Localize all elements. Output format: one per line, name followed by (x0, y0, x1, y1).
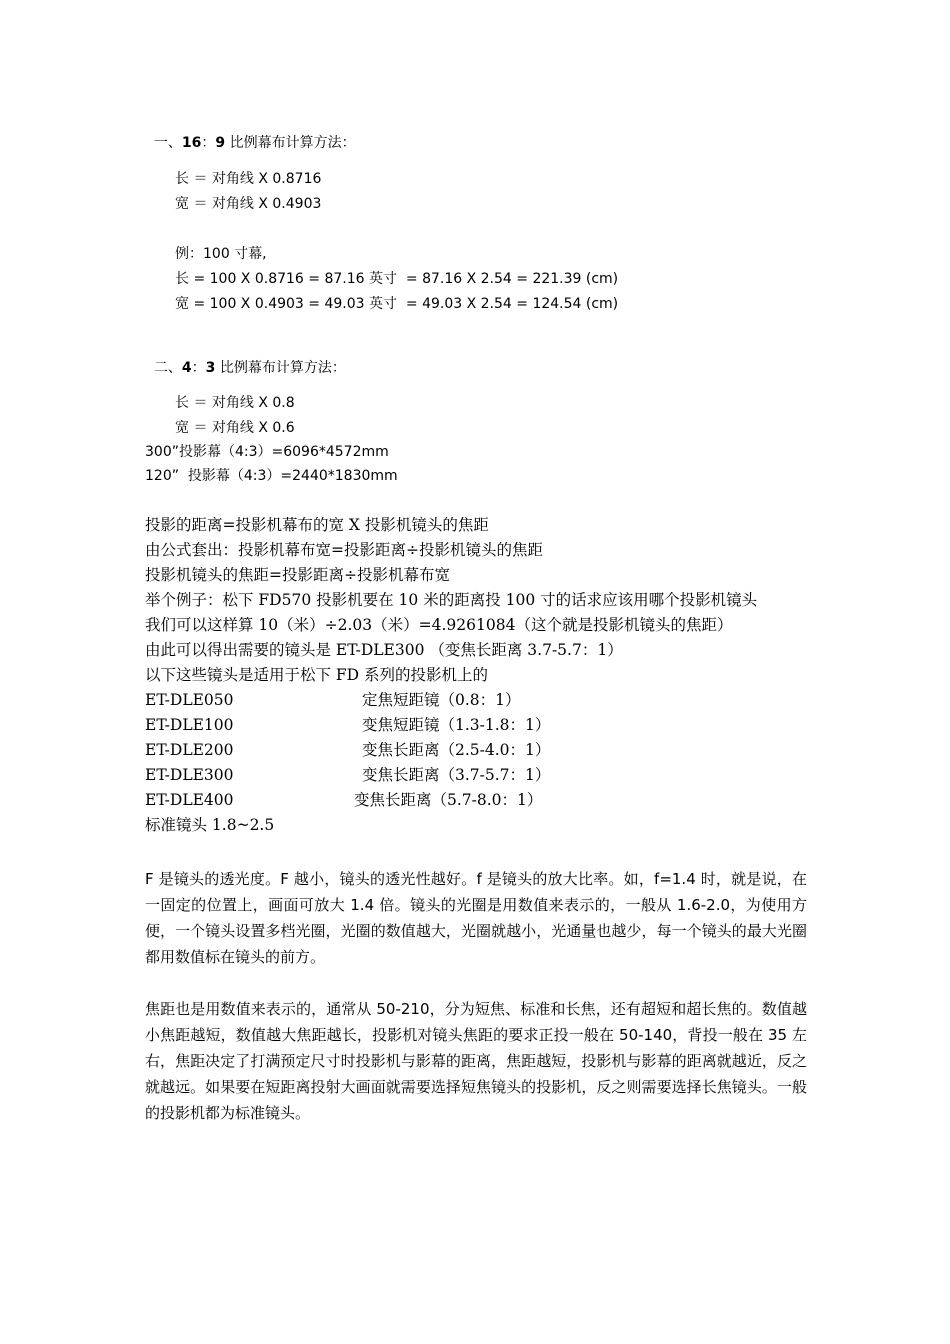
ratio-colon: ： (201, 135, 216, 151)
s1-example-length: 长 = 100 X 0.8716 = 87.16 英寸 = 87.16 X 2.54 = 221.39 (cm) (175, 271, 619, 287)
ratio-4: 4 (181, 360, 192, 376)
lens-model: ET-DLE200 (145, 741, 234, 759)
paragraph-f-number: F 是镜头的透光度。F 越小，镜头的透光性越好。f 是镜头的放大比率。如，f=1.4 时，就是说，在一固定的位置上，画面可放大 1.4 倍。镜头的光圈是用数值来表示的，一般从 1.6-2.0，为使用方便，一个镜头设置多档光圈，光圈的数值越大，光圈就越小，光通量也越少，每一个镜头的最大光圈都用数值标在镜头的前方。 (145, 870, 807, 966)
lens-model: ET-DLE300 (145, 766, 234, 784)
formula-line: 举个例子：松下 FD570 投影机要在 10 米的距离投 100 寸的话求应该用哪个投影机镜头 (145, 591, 758, 609)
formula-line: 由公式套出：投影机幕布宽=投影距离÷投影机镜头的焦距 (145, 541, 543, 559)
s2-length-formula: 长 ＝ 对角线 X 0.8 (175, 395, 295, 411)
ratio-16: 16 (181, 135, 202, 151)
s1-width-formula: 宽 ＝ 对角线 X 0.4903 (175, 196, 322, 212)
s1-example-label: 例：100 寸幕, (175, 246, 267, 262)
section-2-heading (145, 347, 346, 375)
standard-lens: 标准镜头 1.8~2.5 (145, 816, 275, 834)
lens-model: ET-DLE050 (145, 691, 234, 709)
ratio-colon: ： (191, 360, 206, 376)
lens-desc: 变焦长距离（2.5-4.0：1） (362, 741, 551, 759)
section-1-prefix: 一、 (153, 135, 182, 151)
section-2-prefix: 二、 (153, 360, 182, 376)
ratio-9: 9 (215, 135, 226, 151)
ratio-3: 3 (205, 360, 216, 376)
lens-desc: 定焦短距镜（0.8：1） (362, 691, 521, 709)
lens-desc: 变焦短距镜（1.3-1.8：1） (362, 716, 551, 734)
s1-example-width: 宽 = 100 X 0.4903 = 49.03 英寸 = 49.03 X 2.54 = 124.54 (cm) (175, 296, 619, 312)
lens-desc: 变焦长距离（3.7-5.7：1） (362, 766, 551, 784)
formula-line: 由此可以得出需要的镜头是 ET-DLE300 （变焦长距离 3.7-5.7：1） (145, 641, 623, 659)
screen-120-size: 120” 投影幕（4:3）=2440*1830mm (145, 468, 398, 484)
screen-300-size: 300”投影幕（4:3）=6096*4572mm (145, 444, 389, 460)
formula-line: 以下这些镜头是适用于松下 FD 系列的投影机上的 (145, 666, 489, 684)
lens-model: ET-DLE400 (145, 791, 234, 809)
section-1-suffix: 比例幕布计算方法： (225, 135, 356, 151)
section-1-heading (145, 122, 356, 150)
formula-line: 投影机镜头的焦距=投影距离÷投影机幕布宽 (145, 566, 450, 584)
s1-length-formula: 长 ＝ 对角线 X 0.8716 (175, 171, 322, 187)
paragraph-focal-length: 焦距也是用数值来表示的，通常从 50-210，分为短焦、标准和长焦，还有超短和超长焦的。数值越小焦距越短，数值越大焦距越长，投影机对镜头焦距的要求正投一般在 50-140，背投一般在 35 左右，焦距决定了打满预定尺寸时投影机与影幕的距离，焦距越短，投影机与影幕的距离就越近，反之就越远。如果要在短距离投射大画面就需要选择短焦镜头的投影机，反之则需要选择长焦镜头。一般的投影机都为标准镜头。 (145, 1000, 807, 1122)
section-2-suffix: 比例幕布计算方法： (215, 360, 346, 376)
formula-line: 投影的距离=投影机幕布的宽 X 投影机镜头的焦距 (145, 516, 489, 534)
lens-desc: 变焦长距离（5.7-8.0：1） (354, 791, 543, 809)
formula-line: 我们可以这样算 10（米）÷2.03（米）=4.9261084（这个就是投影机镜头的焦距） (145, 616, 733, 634)
s2-width-formula: 宽 ＝ 对角线 X 0.6 (175, 420, 295, 436)
lens-model: ET-DLE100 (145, 716, 234, 734)
